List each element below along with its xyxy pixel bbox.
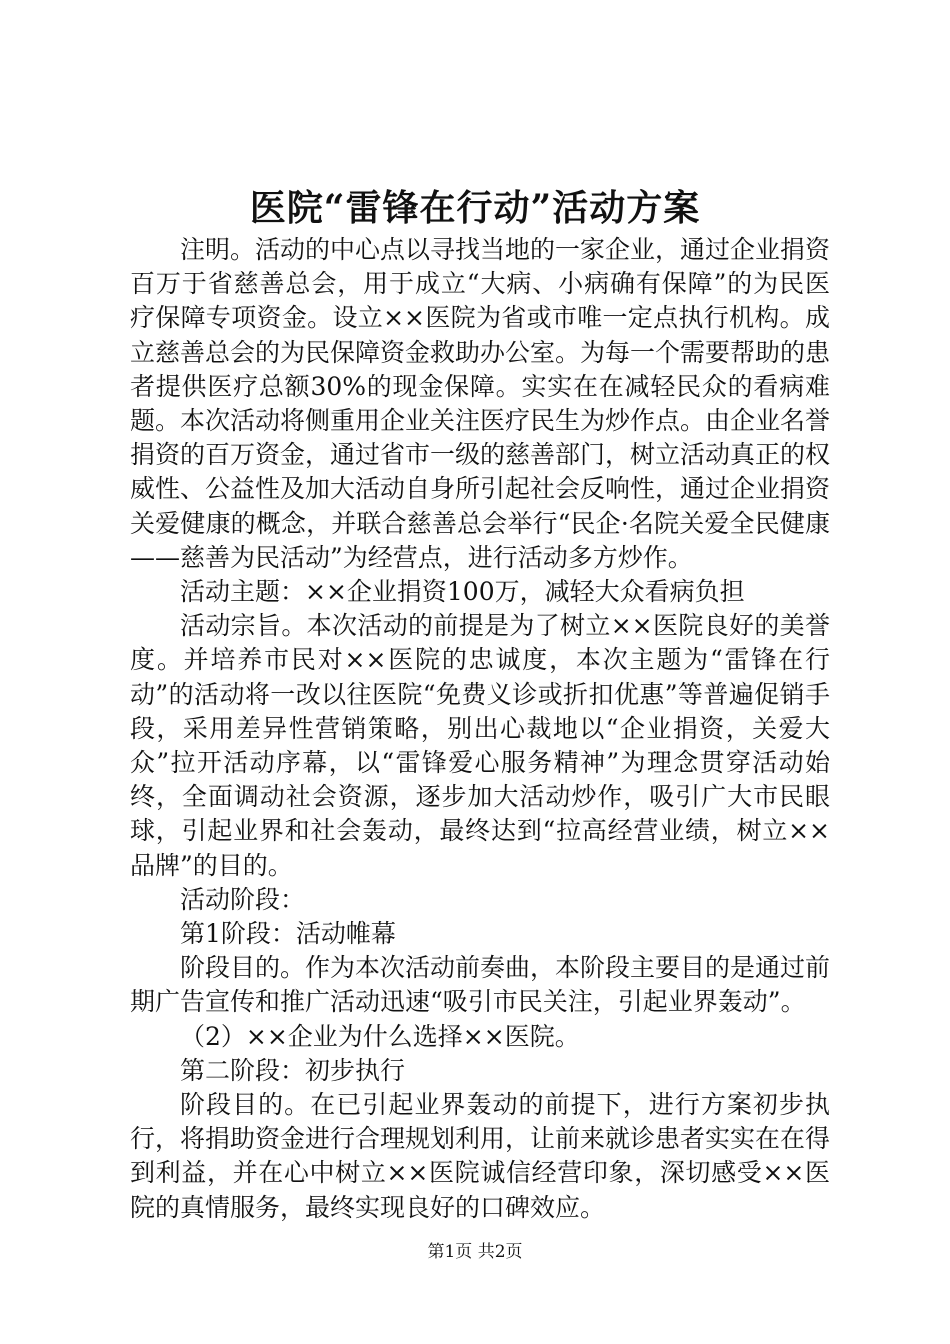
document-title: 医院“雷锋在行动”活动方案 — [249, 187, 701, 229]
paragraph-note: 注明。活动的中心点以寻找当地的一家企业，通过企业捐资百万于省慈善总会，用于成立“大病、小病确有保障”的为民医疗保障专项资金。设立××医院为省或市唯一定点执行机构。成立慈善总会的为民保障资金救助办公室。为每一个需要帮助的患者提供医疗总额30%的现金保障。实实在在减轻民众的看病难题。本次活动将侧重用企业关注医疗民生为炒作点。由企业名誉捐资的百万资金，通过省市一级的慈善部门，树立活动真正的权威性、公益性及加大活动自身所引起社会反响性，通过企业捐资关爱健康的概念，并联合慈善总会举行“民企·名院关爱全民健康——慈善为民活动”为经营点，进行活动多方炒作。 — [130, 235, 831, 572]
paragraph-stage-2-goal: 阶段目的。在已引起业界轰动的前提下，进行方案初步执行，将捐助资金进行合理规划利用，让前来就诊患者实实在在得到利益，并在心中树立××医院诚信经营印象，深切感受××医院的真情服务，最终实现良好的口碑效应。 — [130, 1090, 831, 1222]
paragraph-purpose: 活动宗旨。本次活动的前提是为了树立××医院良好的美誉度。并培养市民对××医院的忠诚度，本次主题为“雷锋在行动”的活动将一改以往医院“免费义诊或折扣优惠”等普遍促销手段，采用差异性营销策略，别出心裁地以“企业捐资，关爱大众”拉开活动序幕，以“雷锋爱心服务精神”为理念贯穿活动始终，全面调动社会资源，逐步加大活动炒作，吸引广大市民眼球，引起业界和社会轰动，最终达到“拉高经营业绩，树立××品牌”的目的。 — [130, 611, 830, 880]
document-body — [130, 233, 830, 1225]
paragraph-stage-1-item-2: （2）××企业为什么选择××医院。 — [180, 1021, 580, 1051]
paragraph-theme: 活动主题：××企业捐资100万，减轻大众看病负担 — [180, 577, 745, 607]
paragraph-stage-2-heading: 第二阶段：初步执行 — [180, 1055, 406, 1085]
page-number-footer: 第1页 共2页 — [427, 1242, 523, 1262]
paragraph-stages-heading: 活动阶段： — [180, 884, 306, 914]
paragraph-stage-1-goal: 阶段目的。作为本次活动前奏曲，本阶段主要目的是通过前期广告宣传和推广活动迅速“吸引市民关注，引起业界轰动”。 — [130, 953, 831, 1017]
paragraph-stage-1-heading: 第1阶段：活动帷幕 — [180, 919, 396, 949]
